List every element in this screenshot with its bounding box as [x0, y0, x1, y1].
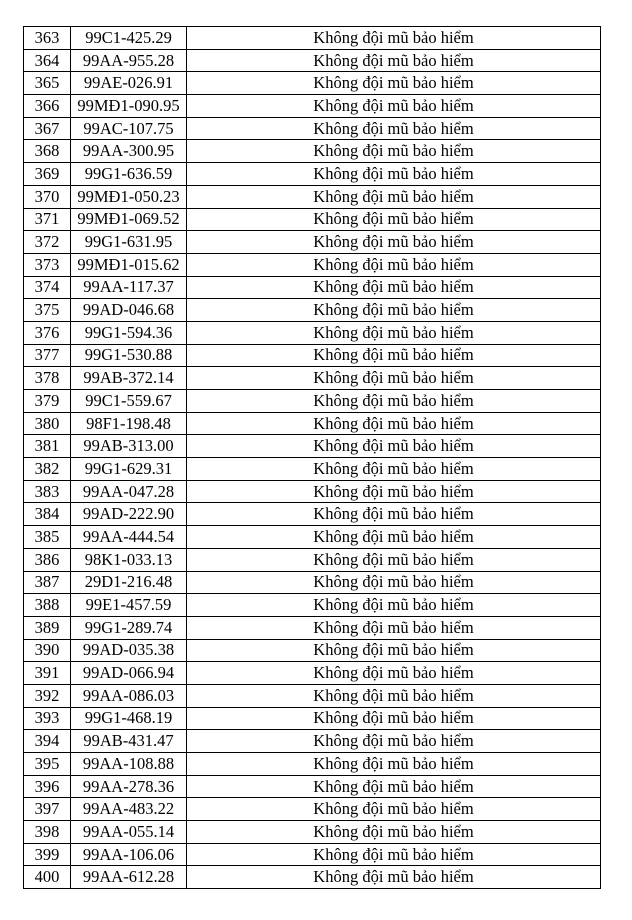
violation-cell: Không đội mũ bảo hiểm [187, 231, 601, 254]
row-number-cell: 397 [24, 798, 71, 821]
license-plate-cell: 99AA-106.06 [71, 843, 187, 866]
table-row [24, 140, 601, 163]
license-plate-cell: 99AA-278.36 [71, 775, 187, 798]
table-row [24, 526, 601, 549]
violation-cell: Không đội mũ bảo hiểm [187, 707, 601, 730]
table-row [24, 798, 601, 821]
table-row [24, 594, 601, 617]
violation-cell: Không đội mũ bảo hiểm [187, 299, 601, 322]
row-number-cell: 383 [24, 480, 71, 503]
license-plate-cell: 99AD-066.94 [71, 662, 187, 685]
violation-cell: Không đội mũ bảo hiểm [187, 390, 601, 413]
license-plate-cell: 99G1-631.95 [71, 231, 187, 254]
license-plate-cell: 99AA-300.95 [71, 140, 187, 163]
violation-cell: Không đội mũ bảo hiểm [187, 571, 601, 594]
table-row [24, 27, 601, 50]
violation-cell: Không đội mũ bảo hiểm [187, 594, 601, 617]
row-number-cell: 367 [24, 117, 71, 140]
row-number-cell: 387 [24, 571, 71, 594]
row-number-cell: 384 [24, 503, 71, 526]
table-row [24, 503, 601, 526]
license-plate-cell: 99AD-046.68 [71, 299, 187, 322]
license-plate-cell: 99AA-108.88 [71, 753, 187, 776]
violation-cell: Không đội mũ bảo hiểm [187, 49, 601, 72]
violation-cell: Không đội mũ bảo hiểm [187, 843, 601, 866]
row-number-cell: 395 [24, 753, 71, 776]
violation-cell: Không đội mũ bảo hiểm [187, 163, 601, 186]
violation-cell: Không đội mũ bảo hiểm [187, 208, 601, 231]
violation-cell: Không đội mũ bảo hiểm [187, 548, 601, 571]
row-number-cell: 364 [24, 49, 71, 72]
table-row [24, 571, 601, 594]
row-number-cell: 393 [24, 707, 71, 730]
row-number-cell: 374 [24, 276, 71, 299]
violation-table [23, 26, 601, 889]
license-plate-cell: 99E1-457.59 [71, 594, 187, 617]
table-row [24, 480, 601, 503]
table-row [24, 299, 601, 322]
license-plate-cell: 99MĐ1-015.62 [71, 253, 187, 276]
row-number-cell: 380 [24, 412, 71, 435]
table-row [24, 253, 601, 276]
license-plate-cell: 99AA-047.28 [71, 480, 187, 503]
row-number-cell: 369 [24, 163, 71, 186]
row-number-cell: 375 [24, 299, 71, 322]
table-row [24, 321, 601, 344]
license-plate-cell: 99G1-594.36 [71, 321, 187, 344]
row-number-cell: 399 [24, 843, 71, 866]
table-row [24, 843, 601, 866]
table-row [24, 390, 601, 413]
license-plate-cell: 99AA-612.28 [71, 866, 187, 889]
license-plate-cell: 99AD-035.38 [71, 639, 187, 662]
violation-cell: Không đội mũ bảo hiểm [187, 95, 601, 118]
row-number-cell: 386 [24, 548, 71, 571]
license-plate-cell: 98F1-198.48 [71, 412, 187, 435]
row-number-cell: 368 [24, 140, 71, 163]
row-number-cell: 379 [24, 390, 71, 413]
violation-cell: Không đội mũ bảo hiểm [187, 866, 601, 889]
violation-cell: Không đội mũ bảo hiểm [187, 276, 601, 299]
license-plate-cell: 99MĐ1-069.52 [71, 208, 187, 231]
table-row [24, 684, 601, 707]
violation-cell: Không đội mũ bảo hiểm [187, 140, 601, 163]
violation-cell: Không đội mũ bảo hiểm [187, 684, 601, 707]
violation-cell: Không đội mũ bảo hiểm [187, 775, 601, 798]
row-number-cell: 377 [24, 344, 71, 367]
table-row [24, 163, 601, 186]
row-number-cell: 378 [24, 367, 71, 390]
license-plate-cell: 99AE-026.91 [71, 72, 187, 95]
row-number-cell: 373 [24, 253, 71, 276]
row-number-cell: 391 [24, 662, 71, 685]
table-row [24, 344, 601, 367]
table-row [24, 231, 601, 254]
row-number-cell: 372 [24, 231, 71, 254]
license-plate-cell: 99AA-444.54 [71, 526, 187, 549]
violation-cell: Không đội mũ bảo hiểm [187, 616, 601, 639]
row-number-cell: 400 [24, 866, 71, 889]
violation-cell: Không đội mũ bảo hiểm [187, 730, 601, 753]
violation-cell: Không đội mũ bảo hiểm [187, 253, 601, 276]
violation-cell: Không đội mũ bảo hiểm [187, 117, 601, 140]
table-row [24, 117, 601, 140]
table-row [24, 753, 601, 776]
row-number-cell: 363 [24, 27, 71, 50]
violation-cell: Không đội mũ bảo hiểm [187, 480, 601, 503]
license-plate-cell: 99AA-483.22 [71, 798, 187, 821]
row-number-cell: 365 [24, 72, 71, 95]
license-plate-cell: 99AD-222.90 [71, 503, 187, 526]
license-plate-cell: 99G1-530.88 [71, 344, 187, 367]
violation-cell: Không đội mũ bảo hiểm [187, 798, 601, 821]
table-row [24, 548, 601, 571]
table-row [24, 412, 601, 435]
row-number-cell: 388 [24, 594, 71, 617]
row-number-cell: 398 [24, 821, 71, 844]
table-row [24, 95, 601, 118]
row-number-cell: 371 [24, 208, 71, 231]
violation-cell: Không đội mũ bảo hiểm [187, 639, 601, 662]
table-row [24, 367, 601, 390]
violation-cell: Không đội mũ bảo hiểm [187, 72, 601, 95]
violation-cell: Không đội mũ bảo hiểm [187, 662, 601, 685]
row-number-cell: 390 [24, 639, 71, 662]
table-row [24, 662, 601, 685]
violation-cell: Không đội mũ bảo hiểm [187, 503, 601, 526]
table-row [24, 435, 601, 458]
violation-cell: Không đội mũ bảo hiểm [187, 185, 601, 208]
license-plate-cell: 29D1-216.48 [71, 571, 187, 594]
table-row [24, 49, 601, 72]
license-plate-cell: 99MĐ1-050.23 [71, 185, 187, 208]
table-row [24, 775, 601, 798]
license-plate-cell: 99G1-629.31 [71, 458, 187, 481]
table-row [24, 458, 601, 481]
license-plate-cell: 99AB-372.14 [71, 367, 187, 390]
row-number-cell: 394 [24, 730, 71, 753]
table-row [24, 208, 601, 231]
table-row [24, 185, 601, 208]
violation-cell: Không đội mũ bảo hiểm [187, 458, 601, 481]
table-row [24, 707, 601, 730]
row-number-cell: 381 [24, 435, 71, 458]
violation-cell: Không đội mũ bảo hiểm [187, 27, 601, 50]
license-plate-cell: 99AA-955.28 [71, 49, 187, 72]
license-plate-cell: 98K1-033.13 [71, 548, 187, 571]
table-row [24, 821, 601, 844]
table-row [24, 616, 601, 639]
violation-cell: Không đội mũ bảo hiểm [187, 821, 601, 844]
table-row [24, 639, 601, 662]
license-plate-cell: 99AB-431.47 [71, 730, 187, 753]
row-number-cell: 385 [24, 526, 71, 549]
row-number-cell: 392 [24, 684, 71, 707]
license-plate-cell: 99C1-559.67 [71, 390, 187, 413]
table-row [24, 730, 601, 753]
license-plate-cell: 99G1-636.59 [71, 163, 187, 186]
violation-cell: Không đội mũ bảo hiểm [187, 412, 601, 435]
violation-cell: Không đội mũ bảo hiểm [187, 344, 601, 367]
violation-cell: Không đội mũ bảo hiểm [187, 753, 601, 776]
row-number-cell: 376 [24, 321, 71, 344]
violation-cell: Không đội mũ bảo hiểm [187, 321, 601, 344]
license-plate-cell: 99AA-086.03 [71, 684, 187, 707]
row-number-cell: 366 [24, 95, 71, 118]
table-body [24, 27, 601, 889]
row-number-cell: 370 [24, 185, 71, 208]
license-plate-cell: 99AA-055.14 [71, 821, 187, 844]
license-plate-cell: 99AB-313.00 [71, 435, 187, 458]
row-number-cell: 382 [24, 458, 71, 481]
violation-cell: Không đội mũ bảo hiểm [187, 526, 601, 549]
license-plate-cell: 99AA-117.37 [71, 276, 187, 299]
table-row [24, 276, 601, 299]
table-row [24, 866, 601, 889]
license-plate-cell: 99MĐ1-090.95 [71, 95, 187, 118]
license-plate-cell: 99C1-425.29 [71, 27, 187, 50]
violation-cell: Không đội mũ bảo hiểm [187, 367, 601, 390]
license-plate-cell: 99G1-468.19 [71, 707, 187, 730]
row-number-cell: 389 [24, 616, 71, 639]
violation-cell: Không đội mũ bảo hiểm [187, 435, 601, 458]
license-plate-cell: 99G1-289.74 [71, 616, 187, 639]
row-number-cell: 396 [24, 775, 71, 798]
table-row [24, 72, 601, 95]
license-plate-cell: 99AC-107.75 [71, 117, 187, 140]
